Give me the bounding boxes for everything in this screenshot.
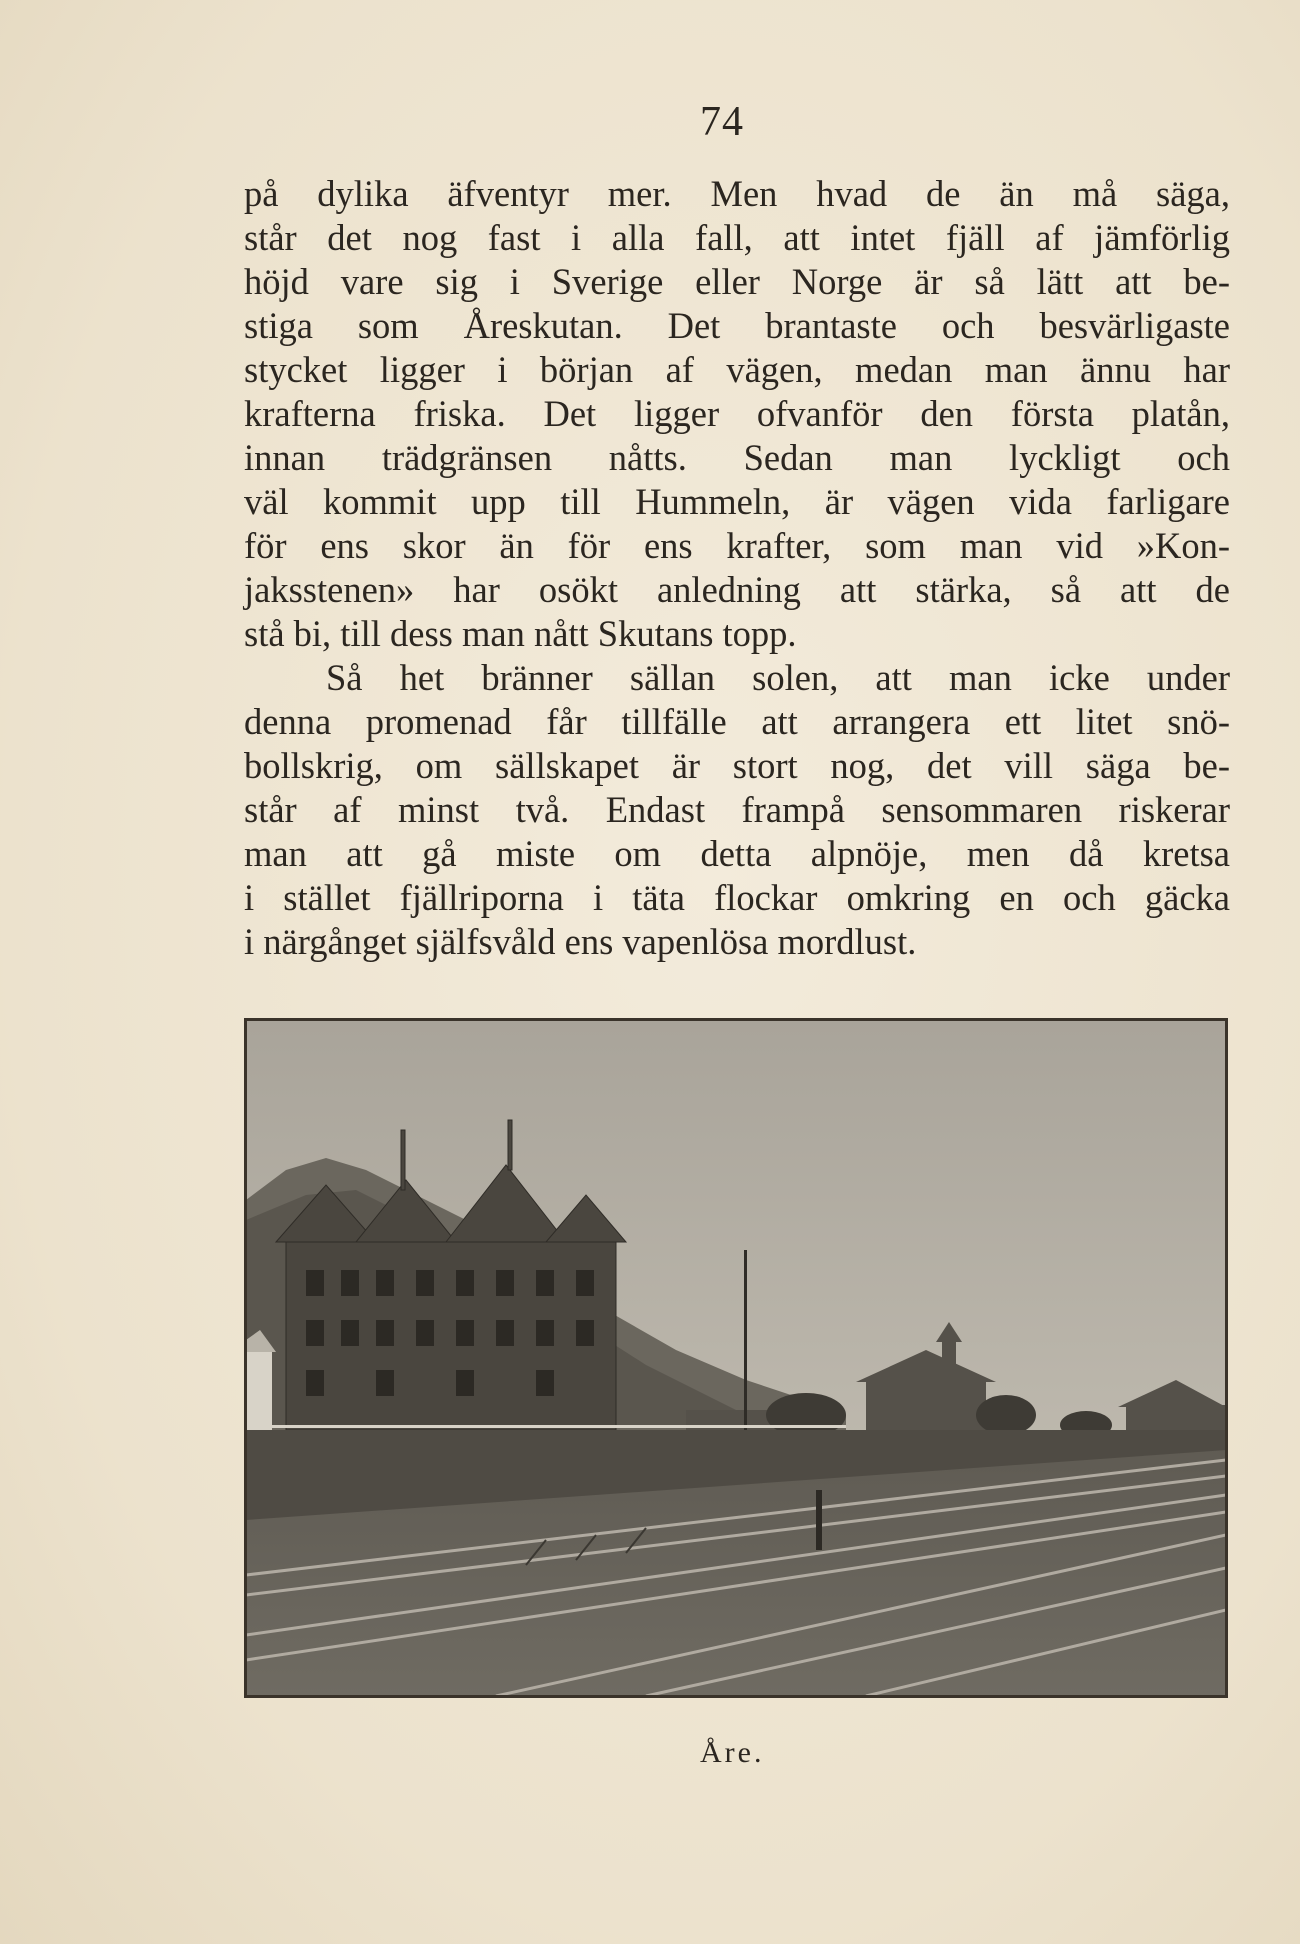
photo-illustration — [246, 1020, 1226, 1696]
text-line: man att gå miste om detta alpnöje, men då kretsa — [244, 833, 1230, 874]
text-line: för ens skor än för ens krafter, som man vid »Kon- — [244, 525, 1230, 566]
text-line: står det nog fast i alla fall, att intet fjäll af jämförlig — [244, 217, 1230, 258]
text-line: bollskrig, om sällskapet är stort nog, det vill säga be- — [244, 745, 1230, 786]
text-line: i närgånget själfsvåld ens vapenlösa mordlust. — [244, 921, 917, 962]
text-line: höjd vare sig i Sverige eller Norge är så lätt att be- — [244, 261, 1230, 302]
text-line: jaksstenen» har osökt anledning att stärka, så att de — [244, 569, 1230, 610]
text-line: innan trädgränsen nåtts. Sedan man lyckligt och — [244, 437, 1230, 478]
text-line: Så het bränner sällan solen, att man icke under — [326, 657, 1230, 698]
text-line: på dylika äfventyr mer. Men hvad de än må säga, — [244, 173, 1230, 214]
photograph-are — [244, 1018, 1228, 1698]
text-line: krafterna friska. Det ligger ofvanför den första platån, — [244, 393, 1230, 434]
text-line: står af minst två. Endast frampå sensommaren riskerar — [244, 789, 1230, 830]
photo-caption: Åre. — [700, 1736, 765, 1769]
text-line: väl kommit upp till Hummeln, är vägen vida farligare — [244, 481, 1230, 522]
text-line: stycket ligger i början af vägen, medan man ännu har — [244, 349, 1230, 390]
body-text — [244, 172, 1230, 964]
text-line: stå bi, till dess man nått Skutans topp. — [244, 613, 797, 654]
text-line: i stället fjällriporna i täta flockar omkring en och gäcka — [244, 877, 1230, 918]
text-line: stiga som Åreskutan. Det brantaste och besvärligaste — [244, 305, 1230, 346]
text-line: denna promenad får tillfälle att arrangera ett litet snö- — [244, 701, 1230, 742]
page-number: 74 — [700, 99, 744, 145]
